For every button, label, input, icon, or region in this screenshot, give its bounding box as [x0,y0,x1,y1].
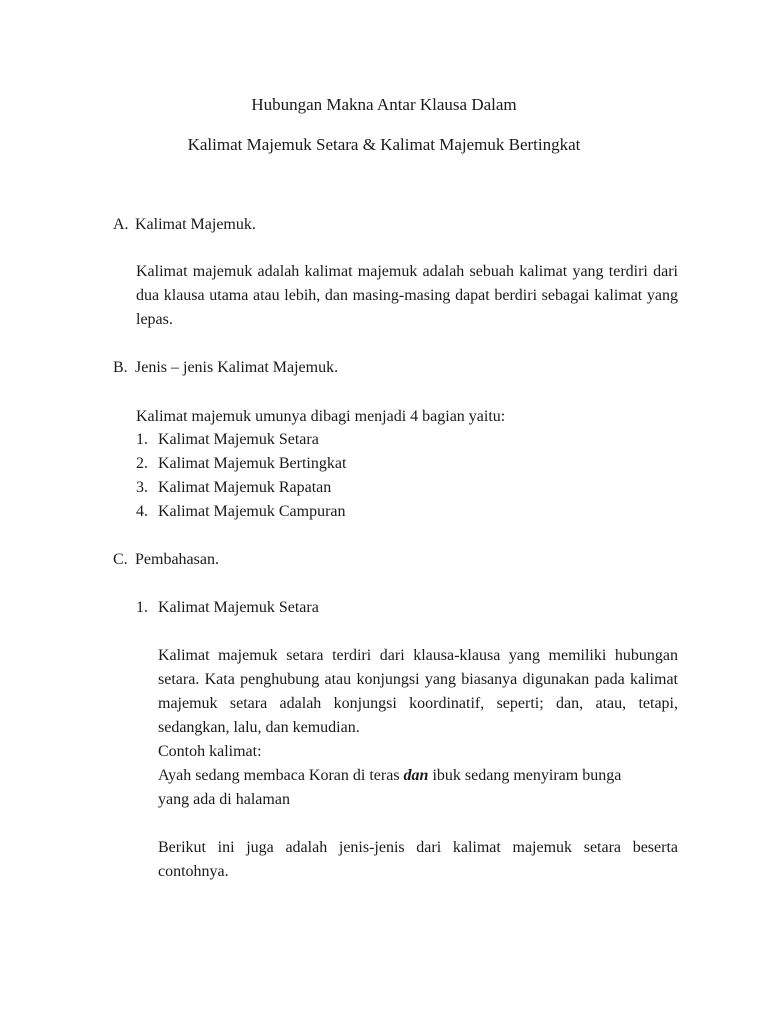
subsection-1-title: Kalimat Majemuk Setara [158,599,319,616]
subsection-1-heading [136,596,319,620]
example-part-2: ibuk sedang menyiram bunga [428,767,622,784]
document-title-line-1: Hubungan Makna Antar Klausa Dalam [251,95,517,114]
list-item-label: Kalimat Majemuk Bertingkat [158,455,347,472]
list-item [136,476,346,500]
section-b-intro: Kalimat majemuk umunya dibagi menjadi 4 bagian yaitu: [136,408,506,425]
example-label: Contoh kalimat: [158,743,262,760]
list-item [136,428,346,452]
section-c-heading [113,549,219,571]
section-b-letter: B. [113,359,128,376]
example-part-1: Ayah sedang membaca Koran di teras [158,767,404,784]
document-title-line-2: Kalimat Majemuk Setara & Kalimat Majemuk Bertingkat [187,135,581,154]
closing-paragraph: Berikut ini juga adalah jenis-jenis dari kalimat majemuk setara beserta contohnya. [158,839,678,880]
example-sentence-line-2: yang ada di halaman [158,791,290,808]
section-a-letter: A. [113,216,129,233]
example-sentence-line-1 [158,764,621,788]
section-c-title: Pembahasan. [135,551,219,568]
section-b-heading [113,357,338,379]
section-a-title: Kalimat Majemuk. [135,216,256,233]
list-item-number: 4. [136,503,148,520]
list-item-label: Kalimat Majemuk Campuran [158,503,346,520]
jenis-list [136,428,346,524]
list-item [136,452,346,476]
list-item-label: Kalimat Majemuk Setara [158,431,319,448]
subsection-1-number: 1. [136,599,148,616]
example-conjunction: dan [403,767,429,784]
list-item-number: 3. [136,479,148,496]
section-b-title: Jenis – jenis Kalimat Majemuk. [135,359,339,376]
list-item-label: Kalimat Majemuk Rapatan [158,479,332,496]
list-item-number: 2. [136,455,148,472]
section-a-heading [113,214,256,236]
section-a-paragraph: Kalimat majemuk adalah kalimat majemuk adalah sebuah kalimat yang terdiri dari dua klausa utama atau lebih, dan masing-masing dapat berdiri sebagai kalimat yang lepas. [136,263,678,328]
section-c-letter: C. [113,551,128,568]
list-item [136,500,346,524]
list-item-number: 1. [136,431,148,448]
subsection-1-paragraph: Kalimat majemuk setara terdiri dari klausa-klausa yang memiliki hubungan setara. Kata penghubung atau konjungsi yang biasanya digunakan pada kalimat majemuk setara adalah konjungsi koordinatif, seperti; dan, atau, tetapi, sedangkan, lalu, dan kemudian. [158,647,678,736]
